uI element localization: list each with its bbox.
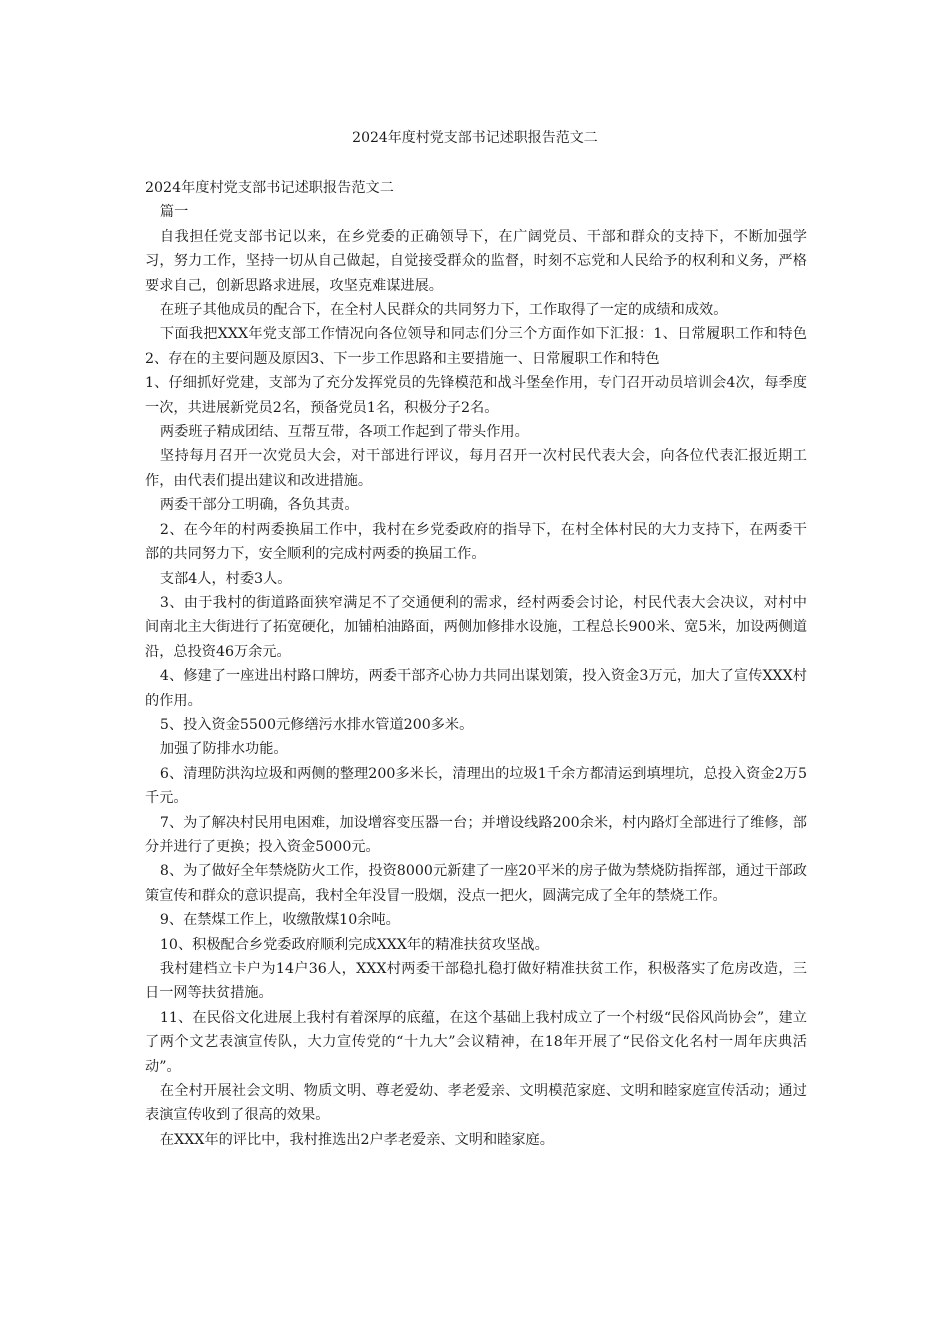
body-paragraph: 10、积极配合乡党委政府顺利完成XXX年的精准扶贫攻坚战。 — [159, 936, 549, 953]
body-paragraph: 6、清理防洪沟垃圾和两侧的整理200多米长，清理出的垃圾1千余方都清运到填埋坑，总投入资金2万5千元。 — [145, 765, 807, 807]
body-paragraph: 7、为了解决村民用电困难，加设增容变压器一台；并增设线路200余米，村内路灯全部进行了维修，部分并进行了更换；投入资金5000元。 — [145, 814, 807, 855]
body-paragraph: 篇一 — [159, 204, 189, 221]
body-paragraph: 3、由于我村的街道路面狭窄满足不了交通便利的需求，经村两委会讨论，村民代表大会决议，对村中间南北主大街进行了拓宽硬化，加铺柏油路面，两侧加修排水设施，工程总长900米、宽5米，加设两侧道沿，总投资46万余元。 — [145, 594, 807, 660]
body-paragraph: 4、修建了一座进出村路口牌坊，两委干部齐心协力共同出谋划策，投入资金3万元，加大了宣传XXX村的作用。 — [145, 668, 807, 709]
body-paragraph: 9、在禁煤工作上，收缴散煤10余吨。 — [159, 912, 400, 929]
body-paragraph: 坚持每月召开一次党员大会，对干部进行评议，每月召开一次村民代表大会，向各位代表汇报近期工作，由代表们提出建议和改进措施。 — [145, 448, 807, 489]
body-paragraph: 2024年度村党支部书记述职报告范文二 — [145, 180, 394, 196]
body-paragraph: 1、仔细抓好党建，支部为了充分发挥党员的先锋模范和战斗堡垒作用，专门召开动员培训会4次，每季度一次，共进展新党员2名，预备党员1名，积极分子2名。 — [145, 375, 807, 416]
body-paragraph: 两委班子精成团结、互帮互带，各项工作起到了带头作用。 — [159, 424, 529, 441]
body-paragraph: 自我担任党支部书记以来，在乡党委的正确领导下，在广阔党员、干部和群众的支持下，不断加强学习，努力工作，坚持一切从自己做起，自觉接受群众的监督，时刻不忘党和人民给予的权利和义务，严格要求自己，创新思路求进展，攻坚克难谋进展。 — [145, 228, 807, 294]
body-paragraph: 下面我把XXX年党支部工作情况向各位领导和同志们分三个方面作如下汇报：1、日常履职工作和特色2、存在的主要问题及原因3、下一步工作思路和主要措施一、日常履职工作和特色 — [145, 326, 807, 367]
body-paragraph: 我村建档立卡户为14户36人，XXX村两委干部稳扎稳打做好精准扶贫工作，积极落实了危房改造，三日一网等扶贫措施。 — [145, 961, 807, 1002]
body-paragraph: 8、为了做好全年禁烧防火工作，投资8000元新建了一座20平米的房子做为禁烧防指挥部，通过干部政策宣传和群众的意识提高，我村全年没冒一股烟，没点一把火，圆满完成了全年的禁烧工作。 — [145, 863, 807, 904]
document-title: 2024年度村党支部书记述职报告范文二 — [352, 130, 598, 146]
body-paragraph: 11、在民俗文化进展上我村有着深厚的底蕴，在这个基础上我村成立了一个村级“民俗风尚协会”，建立了两个文艺表演宣传队，大力宣传党的“十九大”会议精神，在18年开展了“民俗文化名村一周年庆典活动”。 — [145, 1009, 807, 1075]
body-paragraph: 在班子其他成员的配合下，在全村人民群众的共同努力下，工作取得了一定的成绩和成效。 — [159, 302, 728, 319]
body-paragraph: 加强了防排水功能。 — [159, 741, 288, 758]
body-paragraph: 在全村开展社会文明、物质文明、尊老爱幼、孝老爱亲、文明模范家庭、文明和睦家庭宣传活动；通过表演宣传收到了很高的效果。 — [145, 1083, 807, 1124]
body-paragraph: 两委干部分工明确，各负其责。 — [159, 497, 359, 514]
body-paragraph: 在XXX年的评比中，我村推选出2户孝老爱亲、文明和睦家庭。 — [159, 1131, 554, 1148]
body-paragraph: 5、投入资金5500元修缮污水排水管道200多米。 — [159, 716, 474, 733]
body-paragraph: 支部4人，村委3人。 — [159, 570, 292, 587]
body-paragraph: 2、在今年的村两委换届工作中，我村在乡党委政府的指导下，在村全体村民的大力支持下，在两委干部的共同努力下，安全顺利的完成村两委的换届工作。 — [145, 521, 807, 563]
document-body — [145, 176, 807, 1152]
